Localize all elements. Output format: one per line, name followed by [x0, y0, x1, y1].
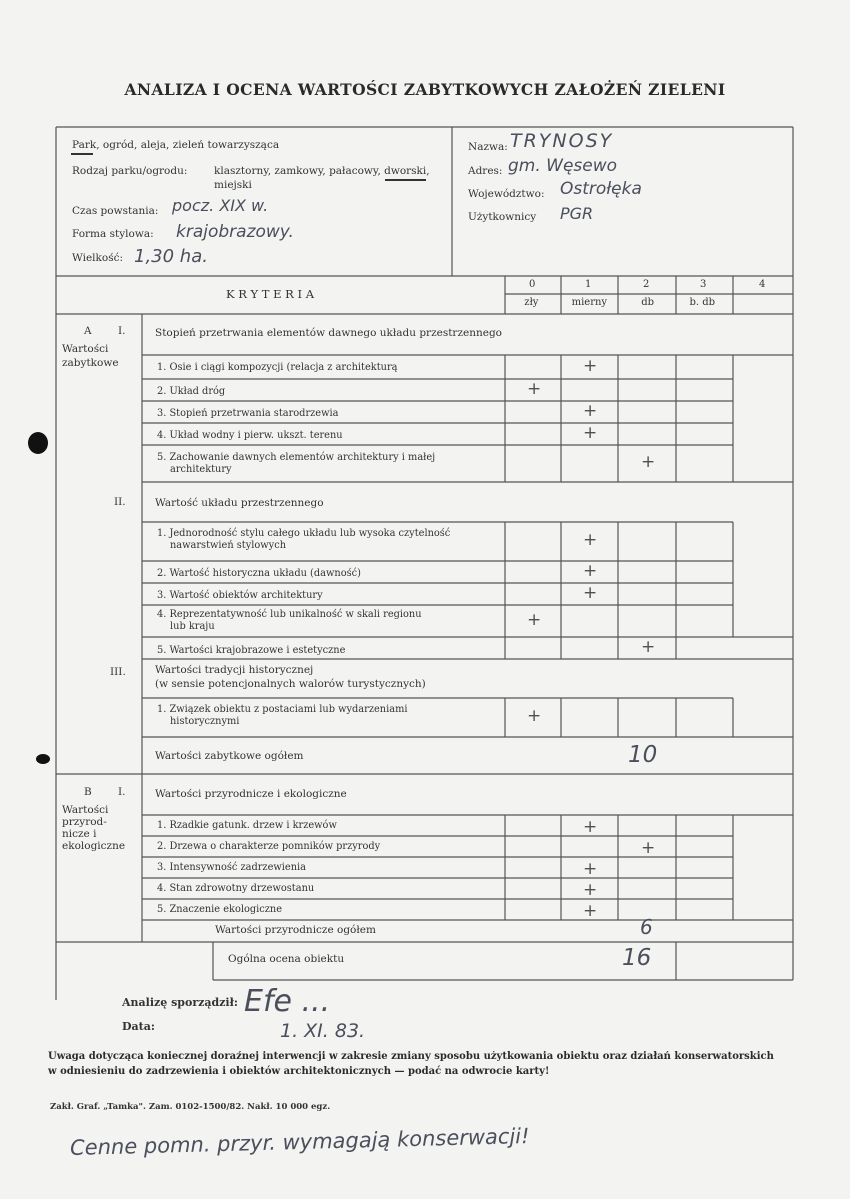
criterion-label: 2. Układ dróg — [157, 386, 226, 397]
rating-mark: + — [527, 379, 542, 399]
criterion-label-line2: nawarstwień stylowych — [170, 540, 287, 551]
time-value: pocz. XIX w. — [172, 196, 269, 215]
criterion-label: 2. Wartość historyczna układu (dawność) — [157, 568, 361, 579]
group-2-title: Wartość układu przestrzennego — [155, 497, 324, 509]
criterion-label-line2: historycznymi — [170, 716, 240, 727]
criterion-label: 3. Wartość obiektów architektury — [157, 590, 323, 601]
style-label: Forma stylowa: — [72, 228, 154, 240]
group-3-title-2: (w sensie potencjonalnych walorów turystycznych) — [155, 678, 426, 690]
criterion-label: 3. Intensywność zadrzewienia — [157, 862, 306, 873]
group-3-title-1: Wartości tradycji historycznej — [155, 664, 314, 676]
users-label: Użytkownicy — [468, 211, 537, 223]
section-a-total-label: Wartości zabytkowe ogółem — [155, 750, 304, 762]
voivodeship-value: Ostrołęka — [560, 179, 642, 199]
criterion-label-line2: lub kraju — [170, 621, 215, 632]
printer-info: Zakł. Graf. „Tamka". Zam. 0102-1500/82. Nakł. 10 000 egz. — [50, 1102, 331, 1112]
rating-mark: + — [583, 401, 598, 421]
group-2-roman: II. — [114, 496, 126, 508]
address-label: Adres: — [468, 165, 503, 177]
time-label: Czas powstania: — [72, 205, 159, 217]
rating-mark: + — [527, 610, 542, 630]
criterion-label: 5. Znaczenie ekologiczne — [157, 904, 283, 915]
rating-mark: + — [583, 356, 598, 376]
section-b-roman: I. — [118, 786, 126, 798]
scale-label: zły — [524, 297, 539, 308]
handwritten-note: Cenne pomn. przyr. wymagają konserwacji! — [69, 1123, 530, 1161]
size-value: 1,30 ha. — [134, 246, 208, 267]
criterion-label: 5. Wartości krajobrazowe i estetyczne — [157, 645, 346, 656]
rating-mark: + — [583, 561, 598, 581]
name-label: Nazwa: — [468, 141, 508, 153]
author-signature: Efe ... — [244, 984, 331, 1019]
scale-number: 3 — [700, 279, 707, 290]
rating-mark: + — [583, 880, 598, 900]
rating-mark: + — [583, 423, 598, 443]
rating-mark: + — [641, 637, 656, 657]
scale-number: 0 — [529, 279, 536, 290]
group-b1-title: Wartości przyrodnicze i ekologiczne — [155, 788, 347, 800]
section-a-name-1: Wartości — [62, 343, 109, 355]
scale-number: 1 — [585, 279, 592, 290]
users-value: PGR — [560, 204, 594, 223]
section-a-roman: I. — [118, 325, 126, 337]
section-b-total-value: 6 — [640, 915, 653, 939]
overall-label: Ogólna ocena obiektu — [228, 953, 345, 965]
rating-mark: + — [583, 859, 598, 879]
section-b-name-1: Wartości — [62, 804, 109, 816]
rating-mark: + — [583, 817, 598, 837]
criterion-label: 4. Reprezentatywność lub unikalność w skali regionu — [157, 609, 422, 620]
park-kind-options: klasztorny, zamkowy, pałacowy, dworski, — [214, 165, 430, 177]
section-a-total-value: 10 — [628, 742, 658, 768]
notice-line-2: w odniesieniu do zadrzewienia i obiektów architektonicznych — podać na odwrocie karty! — [48, 1066, 550, 1077]
criterion-label-line2: architektury — [170, 464, 232, 475]
name-value: TRYNOSY — [510, 130, 614, 152]
rating-mark: + — [583, 530, 598, 550]
rating-mark: + — [527, 706, 542, 726]
criterion-label: 4. Układ wodny i pierw. ukszt. terenu — [157, 430, 343, 441]
scale-label: b. db — [689, 297, 716, 308]
author-label: Analizę sporządził: — [122, 996, 238, 1009]
section-a-letter: A — [84, 325, 92, 337]
criterion-label: 1. Związek obiektu z postaciami lub wydarzeniami — [157, 704, 408, 715]
rating-mark: + — [583, 583, 598, 603]
rating-mark: + — [641, 452, 656, 472]
scale-number: 4 — [759, 279, 766, 290]
park-kind-options-2: miejski — [214, 179, 252, 191]
date-value: 1. XI. 83. — [280, 1020, 366, 1042]
section-b-letter: B — [84, 786, 92, 798]
overall-value: 16 — [622, 945, 652, 971]
criterion-label: 2. Drzewa o charakterze pomników przyrody — [157, 841, 381, 852]
rating-mark: + — [641, 838, 656, 858]
notice-line-1: Uwaga dotycząca koniecznej doraźnej interwencji w zakresie zmiany sposobu użytkowania obiektu oraz działań konserwatorskich — [48, 1051, 774, 1062]
criterion-label: 1. Osie i ciągi kompozycji (relacja z architekturą — [157, 362, 398, 373]
criterion-label: 5. Zachowanie dawnych elementów architektury i małej — [157, 452, 436, 463]
scale-label: db — [641, 297, 654, 308]
underline-dworski — [385, 179, 426, 181]
section-b-name-3: nicze i — [62, 828, 97, 840]
section-b-total-label: Wartości przyrodnicze ogółem — [215, 924, 376, 936]
group-3-roman: III. — [110, 666, 126, 678]
park-kind-label: Rodzaj parku/ogrodu: — [72, 165, 188, 177]
underline-park — [71, 153, 93, 155]
group-1-title: Stopień przetrwania elementów dawnego układu przestrzennego — [155, 327, 502, 339]
section-b-name-2: przyrod- — [62, 816, 107, 828]
address-value: gm. Węsewo — [508, 156, 618, 176]
document-title: ANALIZA I OCENA WARTOŚCI ZABYTKOWYCH ZAŁOŻEŃ ZIELENI — [124, 80, 726, 99]
scale-number: 2 — [643, 279, 650, 290]
criteria-header: K R Y T E R I A — [226, 287, 315, 301]
park-type-line: Park, ogród, aleja, zieleń towarzysząca — [72, 139, 280, 151]
voivodeship-label: Województwo: — [468, 188, 545, 200]
style-value: krajobrazowy. — [176, 222, 294, 242]
section-a-name-2: zabytkowe — [62, 357, 119, 369]
date-label: Data: — [122, 1020, 155, 1033]
size-label: Wielkość: — [72, 252, 124, 264]
criterion-label: 1. Jednorodność stylu całego układu lub wysoka czytelność — [157, 528, 451, 539]
criterion-label: 1. Rzadkie gatunk. drzew i krzewów — [157, 820, 337, 831]
rating-mark: + — [583, 901, 598, 921]
section-b-name-4: ekologiczne — [62, 840, 126, 852]
scale-label: mierny — [571, 297, 608, 308]
criterion-label: 4. Stan zdrowotny drzewostanu — [157, 883, 315, 894]
criterion-label: 3. Stopień przetrwania starodrzewia — [157, 408, 339, 419]
